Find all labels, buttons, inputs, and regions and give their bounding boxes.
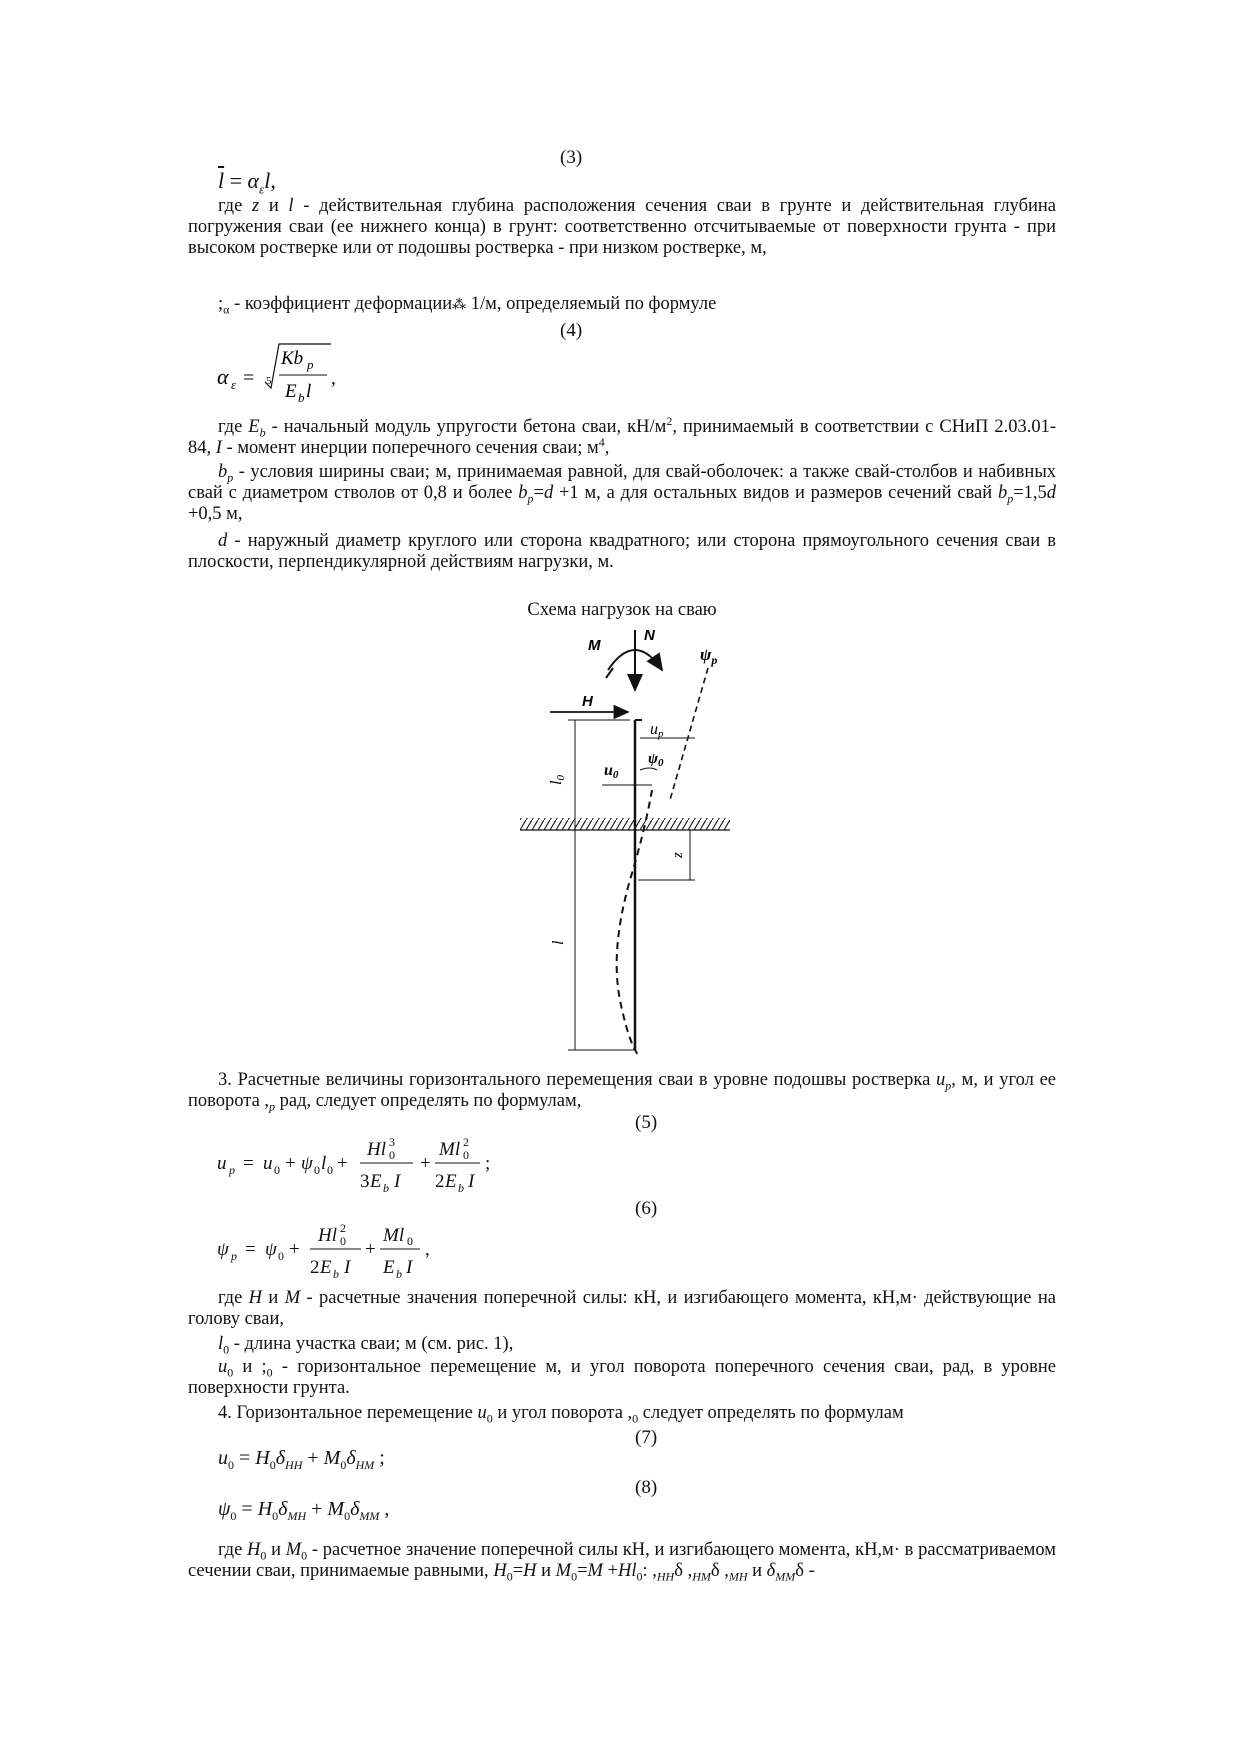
svg-text:I: I: [406, 1257, 413, 1278]
label-u0: u0: [604, 762, 619, 781]
svg-text:0: 0: [340, 1234, 346, 1248]
equation-number: (4): [560, 320, 583, 341]
formula-3: $\overline{l} = \alpha_\varepsilon l$,: [218, 168, 276, 197]
svg-text:3: 3: [360, 1171, 370, 1192]
label-l: l: [550, 940, 567, 945]
label-M: M: [588, 637, 601, 654]
paragraph: где H и M - расчетные значения поперечной силы: кН, и изгибающего момента, кН,м· действующие на голову сваи,: [188, 1288, 1056, 1329]
svg-text:=: =: [243, 1153, 254, 1174]
svg-text:Hl: Hl: [318, 1225, 337, 1246]
svg-text:2: 2: [310, 1257, 320, 1278]
svg-text:b: b: [396, 1267, 402, 1281]
svg-text:I: I: [468, 1171, 475, 1192]
svg-text:;: ;: [485, 1153, 491, 1174]
svg-text:p: p: [231, 1249, 237, 1263]
label-H: H: [582, 693, 593, 710]
svg-text:I: I: [344, 1257, 351, 1278]
paragraph: $u_0$ и $;_0$ - горизонтальное перемещение м, и угол поворота поперечного сечения сваи, рад, в уровне поверхности грунта.: [188, 1357, 1057, 1398]
svg-text:E: E: [285, 381, 297, 402]
label-l0: l0: [548, 775, 567, 785]
equation-number: (8): [635, 1477, 658, 1498]
equation-number: (3): [560, 147, 583, 168]
svg-text:u: u: [217, 1153, 227, 1174]
svg-text:0: 0: [278, 1249, 284, 1263]
svg-text:p: p: [229, 1163, 235, 1177]
svg-text:I: I: [394, 1171, 401, 1192]
formula-4: [215, 342, 345, 412]
svg-text:0: 0: [389, 1148, 395, 1162]
svg-text:+: +: [337, 1153, 348, 1174]
svg-text:+: +: [289, 1239, 300, 1260]
svg-text:0: 0: [274, 1163, 280, 1177]
svg-text:b: b: [298, 390, 305, 405]
label-psi-p: $\psi_p$: [700, 645, 718, 667]
svg-text:0: 0: [463, 1148, 469, 1162]
label-z: z: [670, 852, 686, 858]
svg-text:3: 3: [389, 1135, 395, 1149]
svg-text:E: E: [445, 1171, 457, 1192]
svg-text:ψ: ψ: [301, 1153, 313, 1174]
svg-text:E: E: [383, 1257, 395, 1278]
formula-6: [215, 1218, 445, 1283]
svg-text:ψ: ψ: [217, 1239, 229, 1260]
label-psi-0: $\psi_0$: [648, 751, 664, 769]
svg-text:2: 2: [340, 1221, 346, 1235]
svg-text:Hl: Hl: [367, 1139, 386, 1160]
paragraph: d - наружный диаметр круглого или сторона квадратного; или сторона прямоугольного сечения сваи в плоскости, перпендикулярной действиям нагрузки, м.: [188, 531, 1056, 572]
svg-text:l: l: [321, 1153, 327, 1174]
label-up: up: [650, 721, 664, 740]
svg-text:=: =: [245, 1239, 256, 1260]
pile-load-diagram: [520, 620, 750, 1070]
figure-caption: Схема нагрузок на сваю: [527, 600, 717, 620]
formula-8: $\psi_0 = H_0\delta_{MH} + M_0\delta_{MM}$ ,: [218, 1498, 390, 1523]
svg-text:Kb: Kb: [281, 348, 304, 369]
svg-text:b: b: [383, 1181, 389, 1195]
svg-text:5: 5: [266, 375, 272, 387]
paragraph: где $H_0$ и $M_0$ - расчетное значение поперечной силы кН, и изгибающего момента, кН,м· в рассматриваемом сечении сваи, принимаемые равными, $H_0=H$ и $M_0=M +Hl_0$: $,_{HH}\delta$ $,_{HM}\delta$ $,_{MH}$ и $\delta_{MM}\delta$ -: [188, 1540, 1056, 1584]
paragraph: где $E_b$ - начальный модуль упругости бетона сваи, $кН/м^2$, принимаемый в соответствии с СНиП 2.03.01-84, I - момент инерции поперечного сечения сваи; $м^4$,: [188, 413, 1056, 458]
svg-text:+: +: [365, 1239, 376, 1260]
svg-text:Ml: Ml: [383, 1225, 405, 1246]
svg-text:ψ: ψ: [265, 1239, 277, 1260]
svg-text:+: +: [420, 1153, 431, 1174]
svg-text:,: ,: [425, 1239, 430, 1260]
equation-number: (7): [635, 1427, 658, 1448]
paragraph: где z и l - действительная глубина расположения сечения сваи в грунте и действительная глубина погружения сваи (ее нижнего конца) в грунт: соответственно отсчитываемые от поверхности грунта - при высоком ростверке или от подошвы ростверка - при низком ростверке, м,: [188, 196, 1056, 258]
paragraph: $;_\alpha$ - коэффициент деформации⁂ 1/м, определяемый по формуле: [218, 294, 717, 317]
paragraph: 4. Горизонтальное перемещение $u_0$ и угол поворота $,_0$ следует определять по формулам: [218, 1403, 904, 1426]
paragraph: $b_p$ - условия ширины сваи; м, принимаемая равной, для свай-оболочек: а также свай-столбов и набивных свай с диаметром стволов от 0,8 и более $b_p=d +1$ м, а для остальных видов и размеров сечений свай $b_p=1,5d +0,5$ м,: [188, 462, 1056, 524]
svg-text:Ml: Ml: [439, 1139, 461, 1160]
svg-text:u: u: [263, 1153, 273, 1174]
svg-text:=: =: [243, 367, 255, 389]
svg-text:0: 0: [327, 1163, 333, 1177]
equation-number: (5): [635, 1112, 658, 1133]
svg-text:p: p: [307, 357, 314, 372]
svg-text:ε: ε: [231, 377, 237, 392]
formula-5: [215, 1132, 515, 1197]
svg-text:0: 0: [314, 1163, 320, 1177]
svg-text:b: b: [333, 1267, 339, 1281]
svg-text:E: E: [370, 1171, 382, 1192]
svg-text:α: α: [217, 364, 229, 389]
svg-text:,: ,: [331, 368, 336, 389]
svg-text:0: 0: [407, 1234, 413, 1248]
paragraph: 3. Расчетные величины горизонтального перемещения сваи в уровне подошвы ростверка $u_p$, м, и угол ее поворота $,_p$ рад, следует определять по формулам,: [188, 1070, 1056, 1114]
equation-number: (6): [635, 1198, 658, 1219]
svg-text:2: 2: [435, 1171, 445, 1192]
paragraph: $l_0$ - длина участка сваи; м (см. рис. 1),: [218, 1334, 514, 1357]
formula-7: $u_0 = H_0\delta_{HH} + M_0\delta_{HM}$ ;: [218, 1447, 385, 1472]
svg-text:b: b: [458, 1181, 464, 1195]
svg-text:E: E: [320, 1257, 332, 1278]
label-N: N: [644, 627, 655, 644]
svg-text:2: 2: [463, 1135, 469, 1149]
svg-text:+: +: [285, 1153, 296, 1174]
svg-text:l: l: [306, 381, 312, 402]
